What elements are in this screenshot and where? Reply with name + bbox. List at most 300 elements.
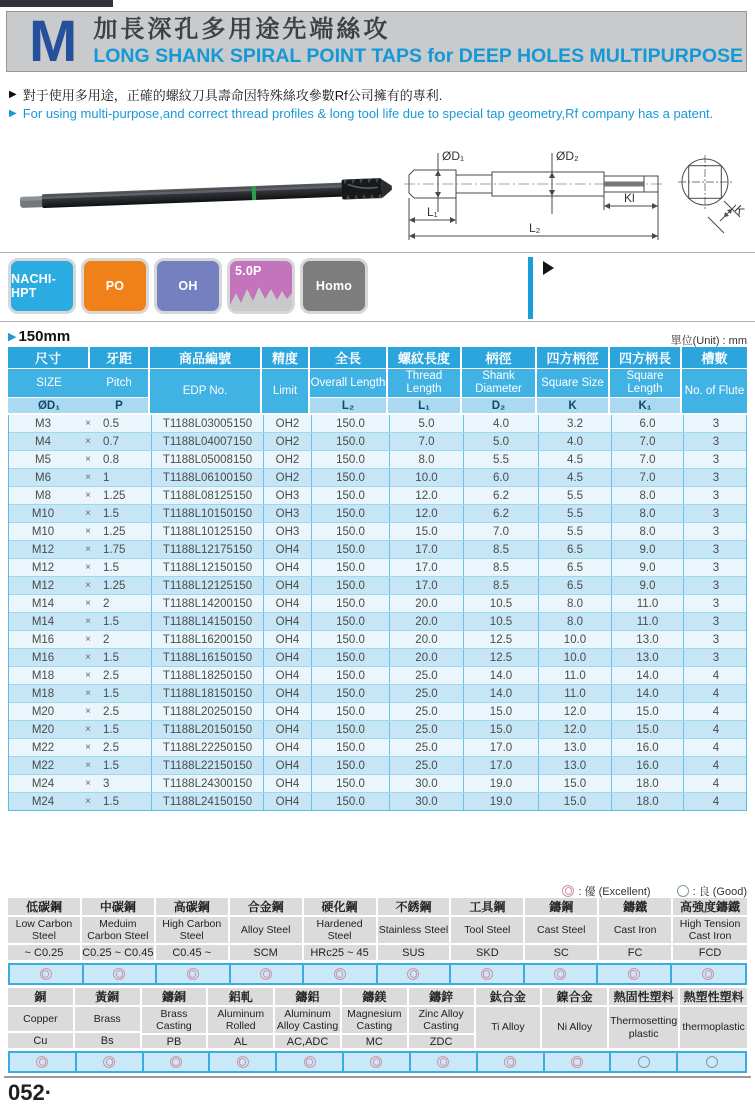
limit-cell: OH2 (263, 415, 311, 432)
material-column (275, 988, 342, 1048)
flutes-cell: 3 (683, 631, 748, 648)
thread-length-cell: 12.0 (389, 505, 463, 522)
material-name-en: Copper (8, 1007, 73, 1033)
pitch-value: 1.5 (103, 561, 119, 574)
material-column (525, 898, 599, 960)
limit-cell: OH4 (263, 541, 311, 558)
shank-diameter-cell: 17.0 (463, 757, 538, 774)
badge-po (81, 258, 149, 314)
rating-cell-excellent (10, 1053, 77, 1071)
multiply-sign: × (85, 562, 91, 573)
material-name-en: Thermosetting plastic (610, 1015, 678, 1040)
pitch-value: 1.5 (103, 615, 119, 628)
multiply-sign: × (85, 670, 91, 681)
excellent-rating-icon (504, 1056, 516, 1068)
size-value: M5 (35, 453, 51, 466)
pitch-value: 0.7 (103, 435, 119, 448)
square-length-cell: 7.0 (611, 451, 683, 468)
edp-cell: T1188L22250150 (151, 739, 263, 756)
overall-length-cell: 150.0 (311, 415, 389, 432)
square-length-cell: 7.0 (611, 469, 683, 486)
shank-diameter-cell: 12.5 (463, 649, 538, 666)
edp-cell: T1188L14200150 (151, 595, 263, 612)
limit-cell: OH4 (263, 577, 311, 594)
multiply-sign: × (85, 724, 91, 735)
material-name-zh: 不銹鋼 (378, 898, 450, 917)
pitch-value: 2 (103, 597, 110, 610)
material-column (142, 988, 209, 1048)
square-size-cell: 4.5 (538, 451, 611, 468)
edp-cell: T1188L12125150 (151, 577, 263, 594)
limit-cell: OH2 (263, 469, 311, 486)
size-pitch-cell (9, 775, 151, 792)
material-code: SCM (253, 946, 278, 959)
flutes-cell: 3 (683, 523, 748, 540)
materials-table-steels (8, 898, 747, 985)
pitch-value: 1.25 (103, 489, 126, 502)
overall-length-cell: 150.0 (311, 703, 389, 720)
pitch-value: 0.5 (103, 417, 119, 430)
bullet-arrow-icon: ▶ (9, 89, 17, 100)
badge-label: Homo (315, 279, 353, 293)
size-pitch-cell (9, 577, 151, 594)
material-name-en: thermoplastic (682, 1021, 745, 1034)
diagram-label-l1: L₁ (427, 205, 438, 219)
excellent-rating-icon (334, 968, 346, 980)
overall-length-cell: 150.0 (311, 685, 389, 702)
flutes-cell: 3 (683, 595, 748, 612)
col-header-flute-en: No. of Flute (682, 369, 747, 413)
pitch-value: 1.5 (103, 759, 119, 772)
material-name-en: Hardened Steel (304, 917, 376, 945)
col-header-pitch-zh: 牙距 (90, 347, 150, 369)
thread-length-cell: 15.0 (389, 523, 463, 540)
size-value: M10 (31, 507, 55, 520)
material-column (609, 988, 680, 1048)
section-accent-bar (528, 257, 533, 319)
spec-row-m12x1.5 (9, 558, 746, 576)
flutes-cell: 3 (683, 559, 748, 576)
badge-oh (154, 258, 222, 314)
edp-cell: T1188L10125150 (151, 523, 263, 540)
col-symbol-l1: L₁ (388, 398, 462, 413)
overall-length-cell: 150.0 (311, 541, 389, 558)
dimension-diagram (402, 140, 747, 252)
square-size-cell: 15.0 (538, 793, 611, 810)
diagram-label-l2: L₂ (529, 221, 541, 235)
limit-cell: OH4 (263, 631, 311, 648)
col-symbol-d1: ØD₁ (8, 398, 90, 413)
pitch-value: 1.5 (103, 723, 119, 736)
spec-row-m16x1.5 (9, 648, 746, 666)
size-pitch-cell (9, 451, 151, 468)
edp-cell: T1188L03005150 (151, 415, 263, 432)
multiply-sign: × (85, 688, 91, 699)
flutes-cell: 3 (683, 505, 748, 522)
spec-table (8, 347, 747, 811)
thread-length-cell: 20.0 (389, 631, 463, 648)
excellent-rating-icon (103, 1056, 115, 1068)
rating-cell-excellent (277, 1053, 344, 1071)
multiply-sign: × (85, 652, 91, 663)
excellent-rating-icon (370, 1056, 382, 1068)
spec-table-body (8, 415, 747, 811)
multiply-sign: × (85, 796, 91, 807)
col-header-l1-en: Thread Length (388, 369, 462, 398)
size-value: M12 (31, 561, 55, 574)
rating-cell-excellent (304, 965, 378, 983)
col-symbol-d2: D₂ (462, 398, 537, 413)
page-title-en: LONG SHANK SPIRAL POINT TAPS for DEEP HOLES MULTIPURPOSE (93, 44, 744, 67)
square-size-cell: 3.2 (538, 415, 611, 432)
shank-diameter-cell: 19.0 (463, 793, 538, 810)
thread-length-cell: 17.0 (389, 577, 463, 594)
bullet-arrow-icon: ▶ (9, 108, 17, 119)
limit-cell: OH4 (263, 721, 311, 738)
shank-diameter-cell: 12.5 (463, 631, 538, 648)
pitch-value: 1.25 (103, 579, 126, 592)
material-name-en: Stainless Steel (378, 917, 450, 945)
rating-cell-excellent (157, 965, 231, 983)
excellent-rating-icon (407, 968, 419, 980)
material-code: MC (365, 1035, 383, 1048)
diagram-label-d2: ØD₂ (556, 149, 579, 163)
spec-row-m14x1.5 (9, 612, 746, 630)
shank-diameter-cell: 4.0 (463, 415, 538, 432)
size-pitch-cell (9, 433, 151, 450)
size-pitch-cell (9, 487, 151, 504)
square-size-cell: 6.5 (538, 577, 611, 594)
flutes-cell: 4 (683, 685, 748, 702)
edp-cell: T1188L08125150 (151, 487, 263, 504)
material-name-zh: 鑄銅 (142, 988, 207, 1007)
material-name-zh: 鑄鋅 (409, 988, 474, 1007)
size-value: M10 (31, 525, 55, 538)
pitch-value: 1 (103, 471, 110, 484)
col-header-flute-zh: 槽數 (682, 347, 747, 369)
rating-cell-excellent (231, 965, 305, 983)
square-size-cell: 11.0 (538, 685, 611, 702)
material-column (476, 988, 543, 1048)
badge-5-0p (227, 258, 295, 314)
rating-cell-excellent (451, 965, 525, 983)
material-name-zh: 黃銅 (75, 988, 140, 1007)
section-arrow-icon (543, 261, 554, 275)
pitch-value: 2.5 (103, 669, 119, 682)
square-size-cell: 6.5 (538, 559, 611, 576)
rating-cell-excellent (525, 965, 599, 983)
rating-cell-excellent (84, 965, 158, 983)
material-column (230, 898, 304, 960)
square-length-cell: 9.0 (611, 559, 683, 576)
multiply-sign: × (85, 544, 91, 555)
excellent-rating-icon (554, 968, 566, 980)
size-value: M12 (31, 579, 55, 592)
square-length-cell: 8.0 (611, 523, 683, 540)
size-value: M6 (35, 471, 51, 484)
overall-length-cell: 150.0 (311, 667, 389, 684)
rating-cell-excellent (144, 1053, 211, 1071)
square-size-cell: 5.5 (538, 487, 611, 504)
materials-table-nonferrous (8, 988, 747, 1073)
spec-row-m4x0.7 (9, 432, 746, 450)
thread-length-cell: 25.0 (389, 667, 463, 684)
material-name-zh: 高碳鋼 (156, 898, 228, 917)
square-size-cell: 12.0 (538, 721, 611, 738)
spec-row-m14x2 (9, 594, 746, 612)
multiply-sign: × (85, 526, 91, 537)
size-value: M14 (31, 597, 55, 610)
badge-homo (300, 258, 368, 314)
excellent-rating-icon (40, 968, 52, 980)
thread-length-cell: 20.0 (389, 613, 463, 630)
pitch-value: 3 (103, 777, 110, 790)
overall-length-cell: 150.0 (311, 451, 389, 468)
spec-row-m24x3 (9, 774, 746, 792)
thread-length-cell: 25.0 (389, 757, 463, 774)
square-length-cell: 15.0 (611, 703, 683, 720)
rating-cell-excellent (10, 965, 84, 983)
flutes-cell: 4 (683, 757, 748, 774)
size-pitch-cell (9, 613, 151, 630)
diagram-label-k: K (731, 202, 747, 218)
material-column (8, 988, 75, 1048)
thread-length-cell: 7.0 (389, 433, 463, 450)
square-size-cell: 8.0 (538, 595, 611, 612)
pitch-value: 1.5 (103, 687, 119, 700)
size-pitch-cell (9, 505, 151, 522)
size-value: M8 (35, 489, 51, 502)
material-name-zh: 鑄鐵 (599, 898, 671, 917)
edp-cell: T1188L24300150 (151, 775, 263, 792)
col-header-k-zh: 四方柄徑 (537, 347, 610, 369)
badge-label: OH (178, 279, 198, 293)
rating-cell-excellent (77, 1053, 144, 1071)
excellent-rating-icon (187, 968, 199, 980)
spec-row-m6x1 (9, 468, 746, 486)
spec-row-m24x1.5 (9, 792, 746, 810)
excellent-rating-icon (304, 1056, 316, 1068)
limit-cell: OH3 (263, 523, 311, 540)
square-size-cell: 4.5 (538, 469, 611, 486)
col-header-edp-zh: 商品編號 (150, 347, 262, 369)
limit-cell: OH4 (263, 703, 311, 720)
pitch-value: 1.5 (103, 651, 119, 664)
material-name-en: Cast Steel (525, 917, 597, 945)
legend-excellent (562, 883, 650, 899)
material-code: ZDC (429, 1035, 453, 1048)
thread-length-cell: 20.0 (389, 595, 463, 612)
shank-diameter-cell: 6.2 (463, 505, 538, 522)
size-pitch-cell (9, 721, 151, 738)
series-letter: M (29, 8, 78, 74)
flutes-cell: 4 (683, 739, 748, 756)
col-header-limit-zh: 精度 (262, 347, 310, 369)
good-rating-icon (706, 1056, 718, 1068)
overall-length-cell: 150.0 (311, 649, 389, 666)
square-length-cell: 11.0 (611, 595, 683, 612)
shank-diameter-cell: 7.0 (463, 523, 538, 540)
legend-good-label: : 良 (Good) (692, 886, 747, 898)
multiply-sign: × (85, 490, 91, 501)
badge-label: PO (105, 279, 125, 293)
overall-length-cell: 150.0 (311, 523, 389, 540)
spec-table-header (8, 347, 747, 415)
limit-cell: OH2 (263, 451, 311, 468)
material-column (673, 898, 747, 960)
shank-diameter-cell: 6.0 (463, 469, 538, 486)
good-rating-icon (638, 1056, 650, 1068)
square-length-cell: 11.0 (611, 613, 683, 630)
shank-diameter-cell: 14.0 (463, 685, 538, 702)
multiply-sign: × (85, 706, 91, 717)
flutes-cell: 3 (683, 469, 748, 486)
shank-diameter-cell: 10.5 (463, 595, 538, 612)
excellent-rating-icon (628, 968, 640, 980)
square-length-cell: 16.0 (611, 739, 683, 756)
material-code: SUS (402, 946, 425, 959)
flutes-cell: 3 (683, 649, 748, 666)
spec-row-m12x1.75 (9, 540, 746, 558)
col-header-l2-en: Overall Length (310, 369, 388, 398)
square-size-cell: 6.5 (538, 541, 611, 558)
material-column (156, 898, 230, 960)
overall-length-cell: 150.0 (311, 433, 389, 450)
overall-length-cell: 150.0 (311, 595, 389, 612)
size-value: M3 (35, 417, 51, 430)
multiply-sign: × (85, 472, 91, 483)
flutes-cell: 4 (683, 793, 748, 810)
excellent-rating-icon (437, 1056, 449, 1068)
size-pitch-cell (9, 649, 151, 666)
material-column (451, 898, 525, 960)
thread-length-cell: 25.0 (389, 721, 463, 738)
title-block (93, 16, 743, 68)
square-size-cell: 4.0 (538, 433, 611, 450)
excellent-rating-icon (237, 1056, 249, 1068)
overall-length-cell: 150.0 (311, 469, 389, 486)
thread-profile-icon (230, 281, 292, 311)
flutes-cell: 3 (683, 541, 748, 558)
material-name-en: Low Carbon Steel (8, 917, 80, 945)
size-value: M24 (31, 777, 55, 790)
footer-divider (4, 1076, 751, 1078)
square-size-cell: 5.5 (538, 523, 611, 540)
flutes-cell: 3 (683, 577, 748, 594)
multiply-sign: × (85, 634, 91, 645)
limit-cell: OH3 (263, 487, 311, 504)
materials-grid-2 (8, 988, 747, 1048)
size-pitch-cell (9, 541, 151, 558)
material-name-en: High Tension Cast Iron (673, 917, 747, 945)
material-name-zh: 熱塑性塑料 (680, 988, 747, 1007)
size-value: M22 (31, 741, 55, 754)
multiply-sign: × (85, 508, 91, 519)
spec-row-m22x1.5 (9, 756, 746, 774)
shank-diameter-cell: 19.0 (463, 775, 538, 792)
rating-cell-excellent (672, 965, 746, 983)
material-name-en: Magnesium Casting (342, 1007, 407, 1035)
overall-length-cell: 150.0 (311, 631, 389, 648)
multiply-sign: × (85, 760, 91, 771)
excellent-rating-icon (113, 968, 125, 980)
legend-good (677, 883, 747, 899)
square-length-cell: 18.0 (611, 793, 683, 810)
material-name-zh: 鋁軋 (208, 988, 273, 1007)
flutes-cell: 3 (683, 415, 748, 432)
limit-cell: OH4 (263, 793, 311, 810)
thread-length-cell: 17.0 (389, 559, 463, 576)
shank-diameter-cell: 10.5 (463, 613, 538, 630)
rating-cell-excellent (344, 1053, 411, 1071)
page-header (6, 8, 747, 74)
feature-bullet-en (9, 106, 713, 121)
overall-length-cell: 150.0 (311, 721, 389, 738)
divider-line (0, 252, 755, 253)
col-header-size-zh: 尺寸 (8, 347, 90, 369)
shank-diameter-cell: 8.5 (463, 541, 538, 558)
rating-strip-1 (8, 963, 747, 985)
material-column (378, 898, 452, 960)
square-length-cell: 18.0 (611, 775, 683, 792)
thread-length-cell: 25.0 (389, 739, 463, 756)
thread-length-cell: 12.0 (389, 487, 463, 504)
material-name-en: Tool Steel (451, 917, 523, 945)
material-name-en: Brass (75, 1007, 140, 1033)
excellent-rating-icon (571, 1056, 583, 1068)
overall-length-cell: 150.0 (311, 577, 389, 594)
square-length-cell: 8.0 (611, 487, 683, 504)
size-value: M16 (31, 633, 55, 646)
material-code: C0.45 ~ (172, 946, 212, 959)
size-pitch-cell (9, 469, 151, 486)
rating-strip-2 (8, 1051, 747, 1073)
page-number: 052· (8, 1080, 53, 1105)
material-code: FC (627, 946, 643, 959)
material-code: AL (234, 1035, 248, 1048)
tap-product-photo (12, 148, 397, 243)
shank-diameter-cell: 15.0 (463, 721, 538, 738)
legend-excellent-label: : 優 (Excellent) (578, 886, 651, 898)
size-pitch-cell (9, 757, 151, 774)
feature-text-zh: 對于使用多用途，正確的螺紋刀具壽命因特殊絲攻參數Rf公司擁有的專利. (22, 88, 443, 103)
badge-label: 5.0P (235, 264, 262, 278)
col-header-pitch-en: Pitch (90, 369, 150, 398)
overall-length-cell: 150.0 (311, 559, 389, 576)
limit-cell: OH4 (263, 649, 311, 666)
col-header-d2-en: Shank Diameter (462, 369, 537, 398)
edp-cell: T1188L14150150 (151, 613, 263, 630)
size-value: M12 (31, 543, 55, 556)
badge-nachi-hpt (8, 258, 76, 314)
material-name-zh: 鑄鋼 (525, 898, 597, 917)
pitch-value: 1.25 (103, 525, 126, 538)
limit-cell: OH3 (263, 505, 311, 522)
rating-cell-excellent (411, 1053, 478, 1071)
shank-diameter-cell: 5.5 (463, 451, 538, 468)
square-size-cell: 5.5 (538, 505, 611, 522)
size-pitch-cell (9, 415, 151, 432)
multiply-sign: × (85, 454, 91, 465)
thread-length-cell: 25.0 (389, 703, 463, 720)
material-name-zh: 低碳鋼 (8, 898, 80, 917)
shank-diameter-cell: 15.0 (463, 703, 538, 720)
page-title-zh: 加長深孔多用途先端絲攻 (93, 15, 391, 43)
spec-row-m10x1.25 (9, 522, 746, 540)
shank-diameter-cell: 17.0 (463, 739, 538, 756)
col-header-l1-zh: 螺紋長度 (388, 347, 462, 369)
limit-cell: OH2 (263, 433, 311, 450)
